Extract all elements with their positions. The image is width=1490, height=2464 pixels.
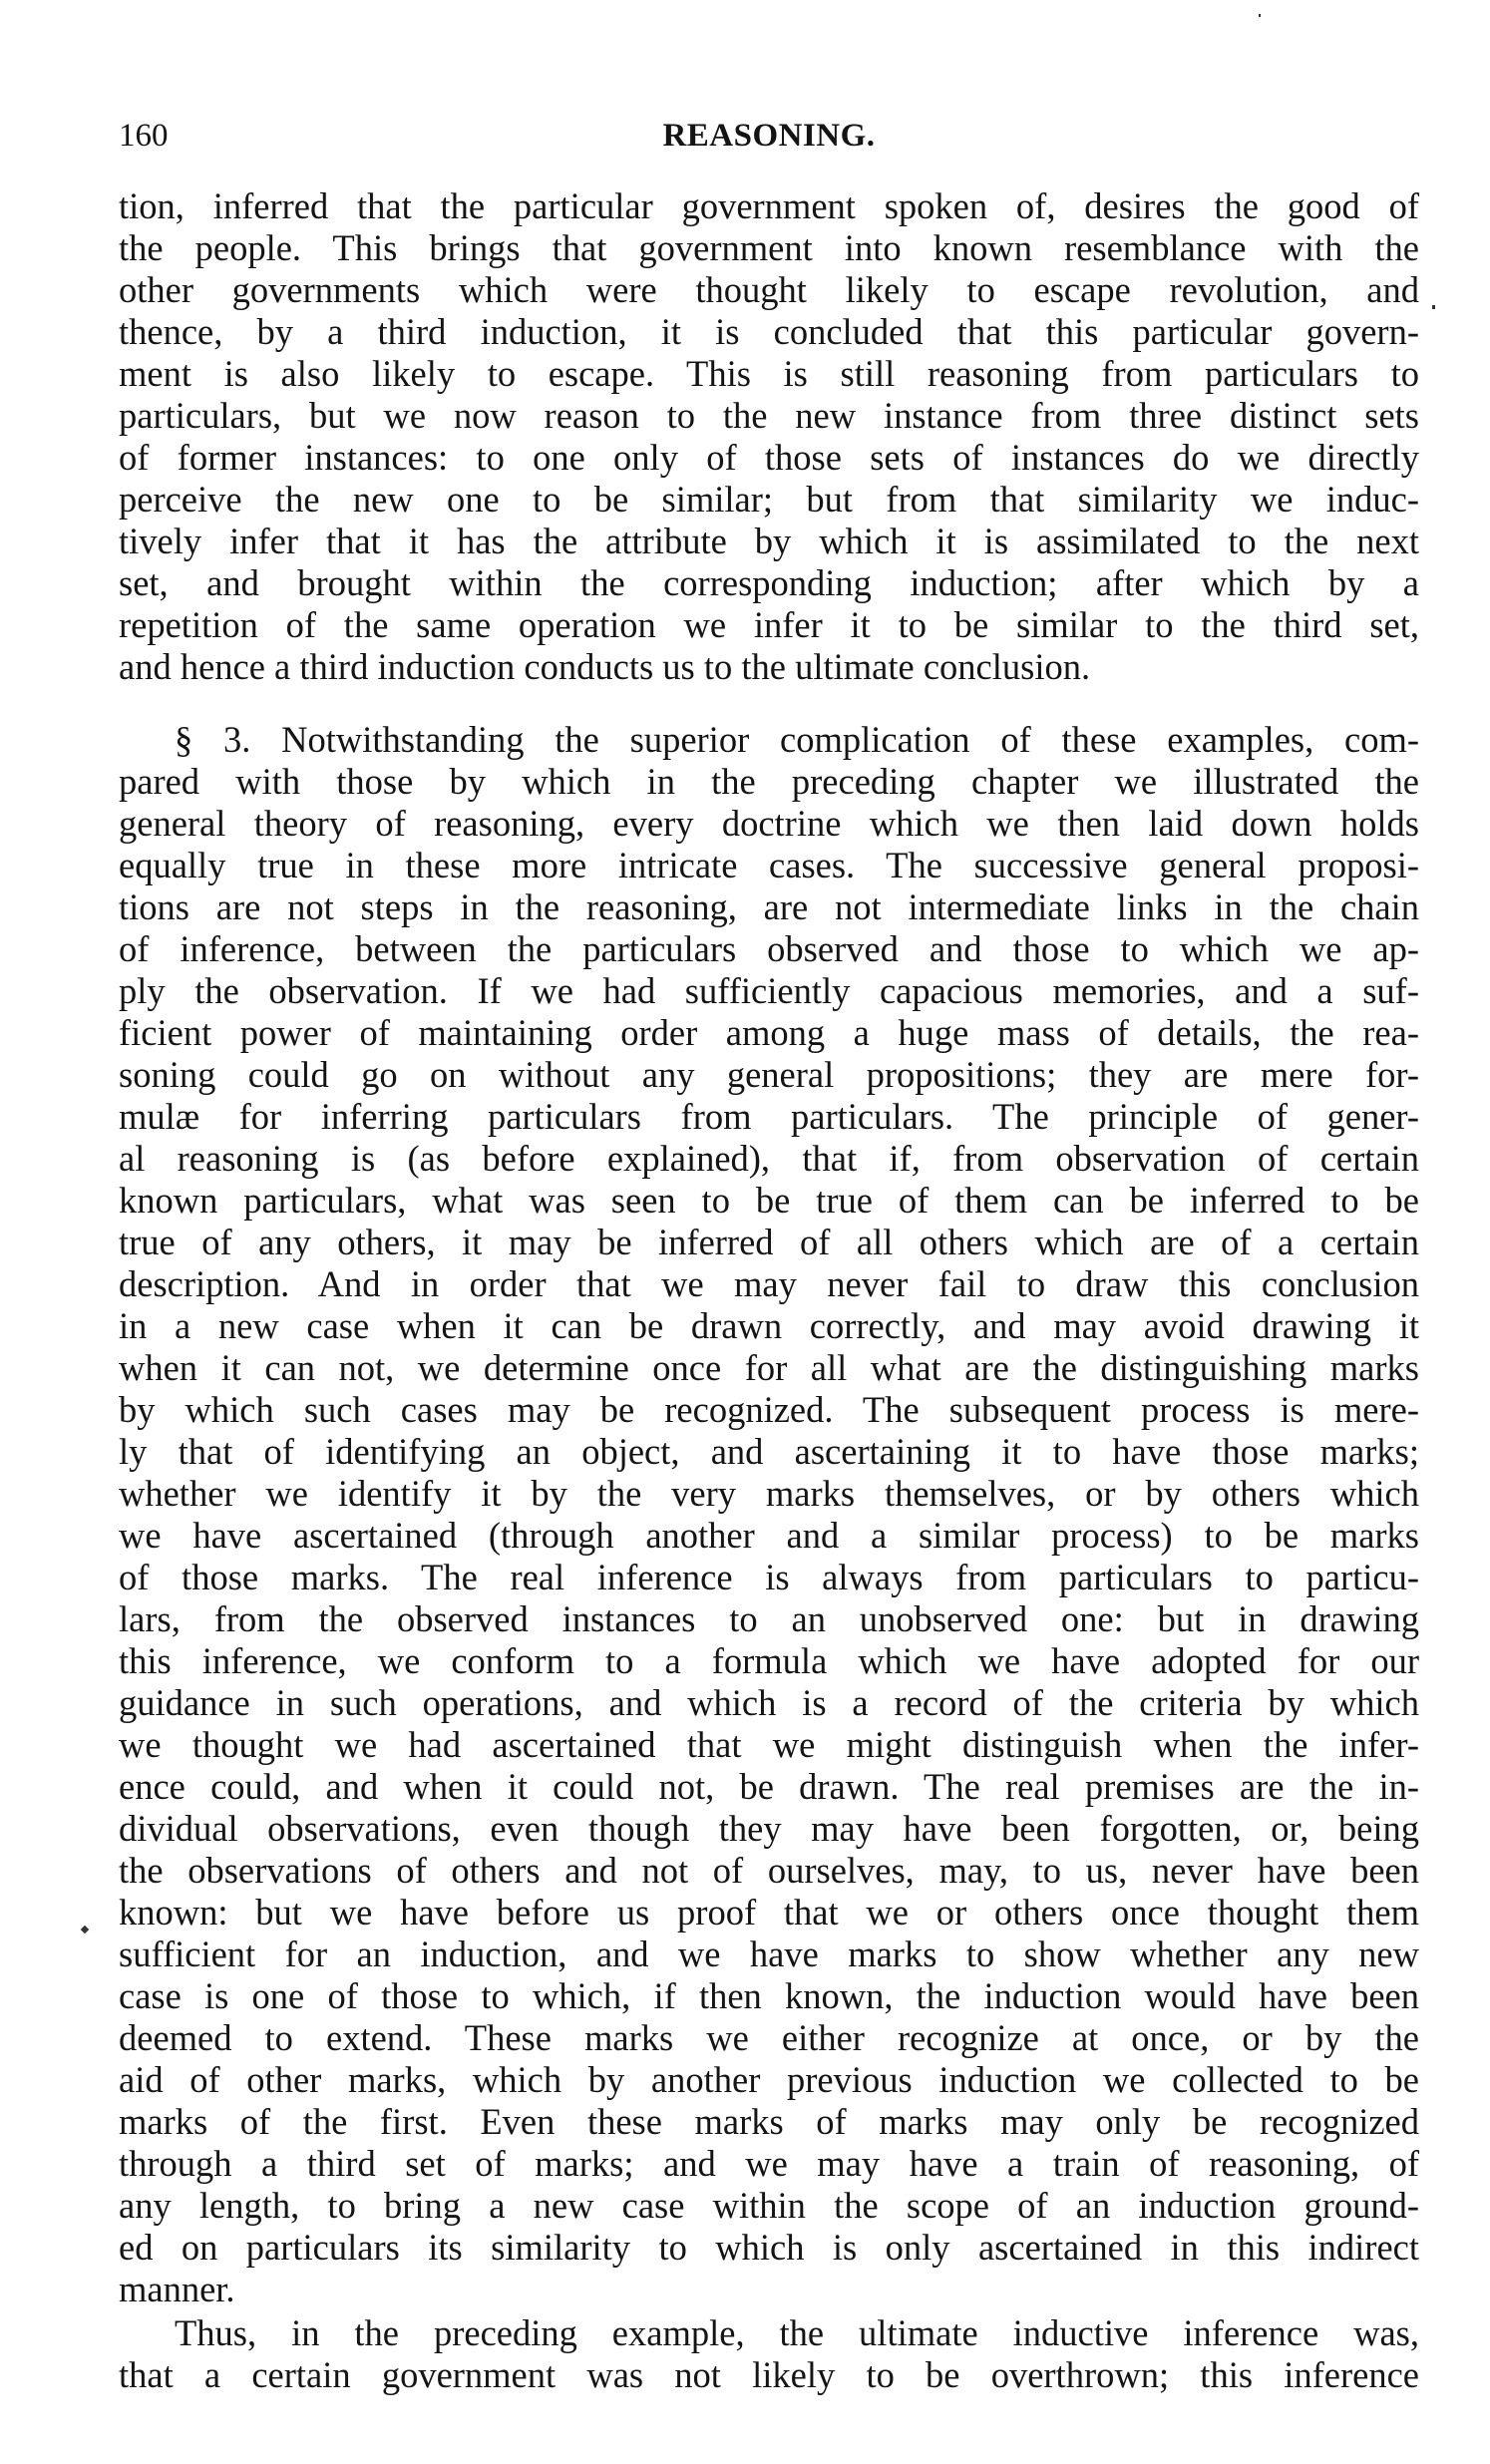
text-line: § 3. Notwithstanding the superior complication of these examples, com-: [175, 719, 1419, 760]
text-line: known particulars, what was seen to be true of them can be inferred to be: [119, 1180, 1419, 1221]
text-line: soning could go on without any general propositions; they are mere for-: [119, 1054, 1419, 1095]
text-line: perceive the new one to be similar; but from that similarity we induc-: [119, 479, 1419, 520]
paragraph-1: [119, 185, 1419, 688]
text-line: ed on particulars its similarity to which is only ascertained in this indirect: [119, 2227, 1419, 2268]
text-line: when it can not, we determine once for all what are the distinguishing marks: [119, 1347, 1419, 1388]
page-header: [119, 118, 1419, 162]
text-line: other governments which were thought likely to escape revolution, and: [119, 269, 1419, 310]
text-line: tions are not steps in the reasoning, are not intermediate links in the chain: [119, 886, 1419, 927]
text-line: of those marks. The real inference is always from particulars to particu-: [119, 1557, 1419, 1597]
text-line: pared with those by which in the preceding chapter we illustrated the: [119, 761, 1419, 802]
text-line: known: but we have before us proof that we or others once thought them: [119, 1892, 1419, 1933]
text-line: this inference, we conform to a formula which we have adopted for our: [119, 1640, 1419, 1681]
text-line: tion, inferred that the particular government spoken of, desires the good of: [119, 185, 1419, 226]
text-line: in a new case when it can be drawn correctly, and may avoid drawing it: [119, 1305, 1419, 1346]
text-line: general theory of reasoning, every doctrine which we then laid down holds: [119, 803, 1419, 844]
paragraph-3: [119, 2312, 1419, 2396]
text-line: ment is also likely to escape. This is still reasoning from particulars to: [119, 353, 1419, 394]
text-line: equally true in these more intricate cases. The successive general proposi-: [119, 845, 1419, 885]
text-line: guidance in such operations, and which is a record of the criteria by which: [119, 1682, 1419, 1723]
margin-mark: [81, 1926, 89, 1934]
text-line: particulars, but we now reason to the new instance from three distinct sets: [119, 395, 1419, 436]
text-line: any length, to bring a new case within the scope of an induction ground-: [119, 2185, 1419, 2226]
text-line: deemed to extend. These marks we either recognize at once, or by the: [119, 2017, 1419, 2058]
text-line: marks of the first. Even these marks of marks may only be recognized: [119, 2101, 1419, 2142]
text-line: the people. This brings that government into known resemblance with the: [119, 227, 1419, 268]
text-line: lars, from the observed instances to an unobserved one: but in drawing: [119, 1598, 1419, 1639]
text-line: ply the observation. If we had sufficiently capacious memories, and a suf-: [119, 970, 1419, 1011]
text-line: manner.: [119, 2269, 235, 2309]
text-line: set, and brought within the corresponding induction; after which by a: [119, 562, 1419, 603]
text-line: that a certain government was not likely to be overthrown; this inference: [119, 2354, 1419, 2395]
text-line: sufficient for an induction, and we have marks to show whether any new: [119, 1934, 1419, 1974]
text-line: we thought we had ascertained that we might distinguish when the infer-: [119, 1724, 1419, 1765]
text-line: true of any others, it may be inferred of all others which are of a certain: [119, 1222, 1419, 1262]
text-line: by which such cases may be recognized. The subsequent process is mere-: [119, 1389, 1419, 1430]
text-line: thence, by a third induction, it is concluded that this particular govern-: [119, 311, 1419, 352]
text-line: mulæ for inferring particulars from particulars. The principle of gener-: [119, 1096, 1419, 1137]
text-line: ence could, and when it could not, be drawn. The real premises are the in-: [119, 1766, 1419, 1807]
text-line: description. And in order that we may never fail to draw this conclusion: [119, 1263, 1419, 1304]
text-line: ly that of identifying an object, and ascertaining it to have those marks;: [119, 1431, 1419, 1472]
running-title: REASONING.: [662, 118, 876, 154]
text-line: tively infer that it has the attribute by which it is assimilated to the next: [119, 521, 1419, 561]
text-line: ficient power of maintaining order among a huge mass of details, the rea-: [119, 1012, 1419, 1053]
text-line: case is one of those to which, if then known, the induction would have been: [119, 1975, 1419, 2016]
paragraph-2: [119, 719, 1419, 2310]
text-line: of former instances: to one only of those sets of instances do we directly: [119, 437, 1419, 478]
text-line: whether we identify it by the very marks themselves, or by others which: [119, 1473, 1419, 1514]
text-line: Thus, in the preceding example, the ultimate inductive inference was,: [175, 2312, 1419, 2353]
text-line: of inference, between the particulars observed and those to which we ap-: [119, 928, 1419, 969]
text-line: al reasoning is (as before explained), that if, from observation of certain: [119, 1138, 1419, 1179]
text-line: we have ascertained (through another and a similar process) to be marks: [119, 1515, 1419, 1556]
scan-speck: [1259, 14, 1261, 17]
text-line: dividual observations, even though they may have been forgotten, or, being: [119, 1808, 1419, 1849]
text-line: repetition of the same operation we infer it to be similar to the third set,: [119, 604, 1419, 645]
text-line: aid of other marks, which by another previous induction we collected to be: [119, 2059, 1419, 2100]
text-line: the observations of others and not of ourselves, may, to us, never have been: [119, 1850, 1419, 1891]
scan-speck: [1432, 305, 1435, 309]
page-number: 160: [119, 118, 169, 154]
text-line: and hence a third induction conducts us to the ultimate conclusion.: [119, 646, 1091, 687]
text-line: through a third set of marks; and we may have a train of reasoning, of: [119, 2143, 1419, 2184]
